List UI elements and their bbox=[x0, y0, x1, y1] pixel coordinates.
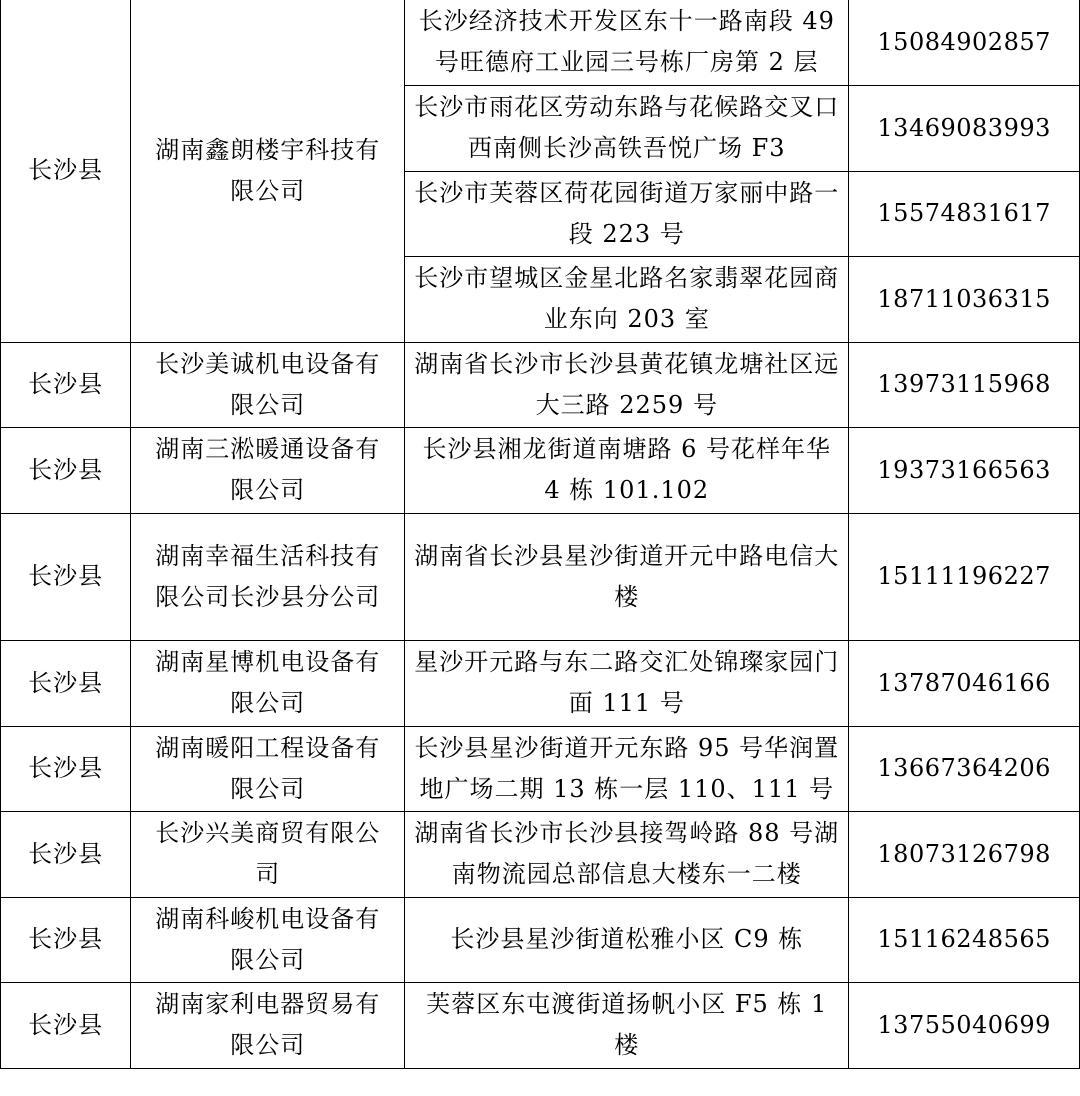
table-row bbox=[1, 897, 1080, 982]
address-cell: 长沙县湘龙街道南塘路 6 号花样年华 4 栋 101.102 bbox=[405, 427, 849, 513]
phone-cell bbox=[849, 256, 1080, 342]
company-cell: 湖南星博机电设备有限公司 bbox=[131, 640, 405, 726]
address-cell: 长沙县星沙街道开元东路 95 号华润置地广场二期 13 栋一层 110、111 号 bbox=[405, 726, 849, 811]
phone-text: 13787046166 bbox=[877, 668, 1051, 697]
address-cell: 湖南省长沙市长沙县接驾岭路 88 号湖南物流园总部信息大楼东一二楼 bbox=[405, 811, 849, 897]
phone-cell bbox=[849, 982, 1080, 1068]
county-cell: 长沙县 bbox=[1, 640, 131, 726]
phone-cell bbox=[849, 811, 1080, 897]
company-cell: 湖南鑫朗楼宇科技有限公司 bbox=[131, 0, 405, 342]
address-cell: 长沙县星沙街道松雅小区 C9 栋 bbox=[405, 897, 849, 982]
address-cell: 长沙市芙蓉区荷花园街道万家丽中路一段 223 号 bbox=[405, 171, 849, 256]
table-row bbox=[1, 982, 1080, 1068]
phone-text: 13755040699 bbox=[877, 1010, 1051, 1039]
table-row bbox=[1, 726, 1080, 811]
table-row bbox=[1, 0, 1080, 85]
phone-cell bbox=[849, 513, 1080, 640]
table-row bbox=[1, 427, 1080, 513]
phone-text: 15084902857 bbox=[877, 27, 1051, 56]
phone-text: 15116248565 bbox=[877, 925, 1051, 953]
phone-cell bbox=[849, 171, 1080, 256]
phone-cell bbox=[849, 640, 1080, 726]
phone-cell bbox=[849, 0, 1080, 85]
phone-cell bbox=[849, 427, 1080, 513]
county-cell: 长沙县 bbox=[1, 513, 131, 640]
phone-text: 19373166563 bbox=[877, 455, 1051, 484]
company-cell: 湖南科峻机电设备有限公司 bbox=[131, 897, 405, 982]
address-cell: 芙蓉区东屯渡街道扬帆小区 F5 栋 1 楼 bbox=[405, 982, 849, 1068]
table-row bbox=[1, 811, 1080, 897]
county-cell: 长沙县 bbox=[1, 726, 131, 811]
phone-text: 18073126798 bbox=[877, 839, 1051, 868]
address-cell: 湖南省长沙县星沙街道开元中路电信大楼 bbox=[405, 513, 849, 640]
phone-cell bbox=[849, 726, 1080, 811]
company-cell: 湖南暖阳工程设备有限公司 bbox=[131, 726, 405, 811]
county-cell: 长沙县 bbox=[1, 427, 131, 513]
company-cell: 长沙兴美商贸有限公司 bbox=[131, 811, 405, 897]
company-cell: 湖南家利电器贸易有限公司 bbox=[131, 982, 405, 1068]
county-cell: 长沙县 bbox=[1, 982, 131, 1068]
address-cell: 星沙开元路与东二路交汇处锦璨家园门面 111 号 bbox=[405, 640, 849, 726]
company-cell: 长沙美诚机电设备有限公司 bbox=[131, 342, 405, 427]
phone-cell bbox=[849, 897, 1080, 982]
address-cell: 长沙经济技术开发区东十一路南段 49 号旺德府工业园三号栋厂房第 2 层 bbox=[405, 0, 849, 85]
county-cell: 长沙县 bbox=[1, 897, 131, 982]
address-cell: 长沙市望城区金星北路名家翡翠花园商业东向 203 室 bbox=[405, 256, 849, 342]
phone-cell bbox=[849, 342, 1080, 427]
phone-cell bbox=[849, 85, 1080, 171]
address-cell: 湖南省长沙市长沙县黄花镇龙塘社区远大三路 2259 号 bbox=[405, 342, 849, 427]
company-cell: 湖南幸福生活科技有限公司长沙县分公司 bbox=[131, 513, 405, 640]
phone-text: 13667364206 bbox=[877, 754, 1051, 782]
phone-text: 18711036315 bbox=[877, 284, 1051, 313]
phone-text: 13973115968 bbox=[877, 370, 1051, 398]
table-row bbox=[1, 342, 1080, 427]
county-cell: 长沙县 bbox=[1, 811, 131, 897]
county-cell: 长沙县 bbox=[1, 0, 131, 342]
company-cell: 湖南三淞暖通设备有限公司 bbox=[131, 427, 405, 513]
address-cell: 长沙市雨花区劳动东路与花候路交叉口西南侧长沙高铁吾悦广场 F3 bbox=[405, 85, 849, 171]
phone-text: 15111196227 bbox=[877, 562, 1051, 590]
phone-text: 15574831617 bbox=[877, 199, 1051, 227]
table-row bbox=[1, 513, 1080, 640]
county-cell: 长沙县 bbox=[1, 342, 131, 427]
table-row bbox=[1, 640, 1080, 726]
phone-text: 13469083993 bbox=[877, 113, 1051, 142]
